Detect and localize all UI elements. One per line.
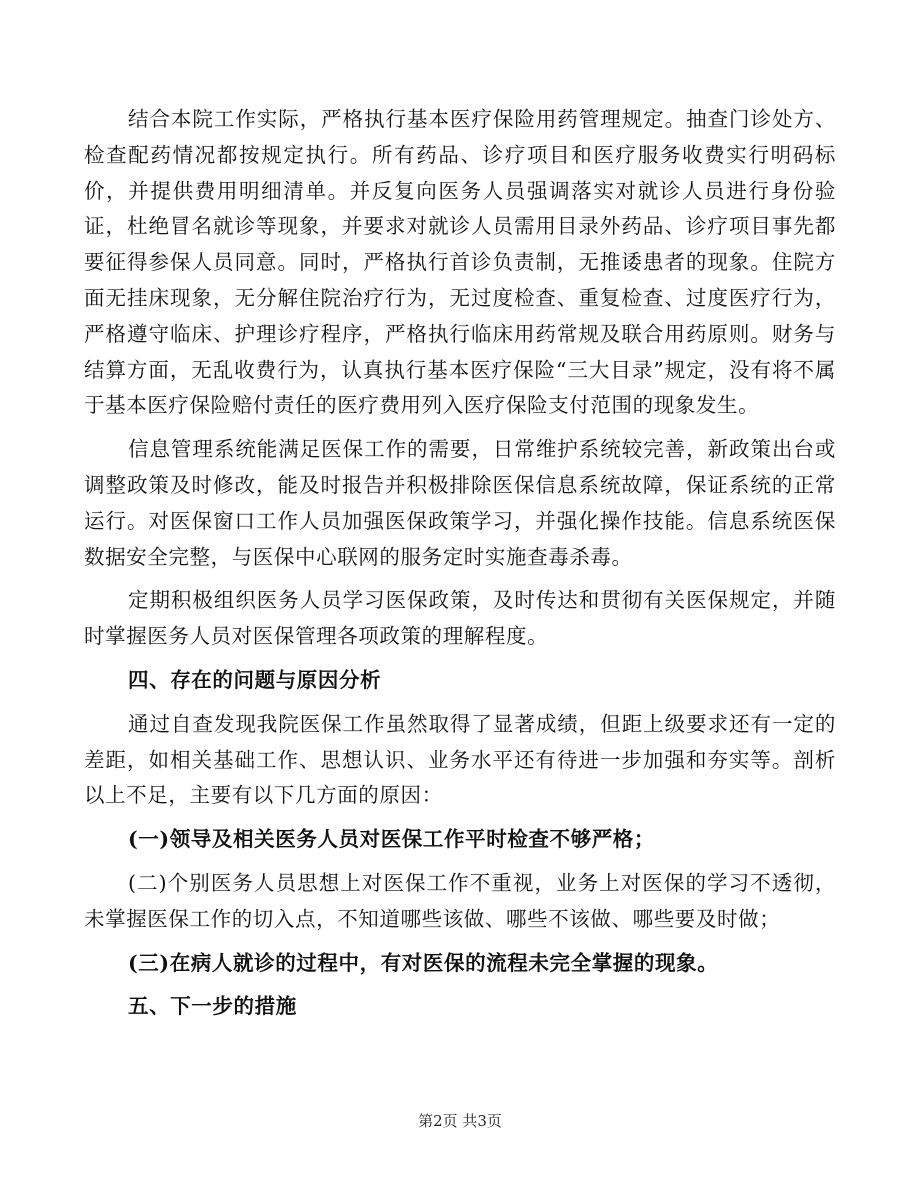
paragraph-self-inspection: 通过自查发现我院医保工作虽然取得了显著成绩，但距上级要求还有一定的差距，如相关基础工作、思想认识、业务水平还有待进一步加强和夯实等。剖析以上不足，主要有以下几方面的原因： <box>84 711 836 808</box>
list-item-cause-2: (二)个别医务人员思想上对医保工作不重视，业务上对医保的学习不透彻，未掌握医保工作的切入点，不知道哪些该做、哪些不该做、哪些要及时做； <box>84 870 836 931</box>
section-heading-next-steps: 五、下一步的措施 <box>128 994 297 1019</box>
paragraph-medication-management: 结合本院工作实际，严格执行基本医疗保险用药管理规定。抽查门诊处方、检查配药情况都按规定执行。所有药品、诊疗项目和医疗服务收费实行明码标价，并提供费用明细清单。并反复向医务人员强调落实对就诊人员进行身份验证，杜绝冒名就诊等现象，并要求对就诊人员需用目录外药品、诊疗项目事先都要征得参保人员同意。同时，严格执行首诊负责制，无推诿患者的现象。住院方面无挂床现象，无分解住院治疗行为，无过度检查、重复检查、过度医疗行为，严格遵守临床、护理诊疗程序，严格执行临床用药常规及联合用药原则。财务与结算方面，无乱收费行为，认真执行基本医疗保险“三大目录”规定，没有将不属于基本医疗保险赔付责任的医疗费用列入医疗保险支付范围的现象发生。 <box>84 107 836 418</box>
page-number: 第2页 共3页 <box>418 1112 502 1130</box>
document-body <box>84 102 836 1025</box>
paragraph-information-system: 信息管理系统能满足医保工作的需要，日常维护系统较完善，新政策出台或调整政策及时修改，能及时报告并积极排除医保信息系统故障，保证系统的正常运行。对医保窗口工作人员加强医保政策学习，并强化操作技能。信息系统医保数据安全完整，与医保中心联网的服务定时实施查毒杀毒。 <box>84 437 836 569</box>
list-item-cause-1: (一)领导及相关医务人员对医保工作平时检查不够严格； <box>128 827 655 852</box>
section-heading-problems: 四、存在的问题与原因分析 <box>128 667 382 692</box>
paragraph-policy-training: 定期积极组织医务人员学习医保政策，及时传达和贯彻有关医保规定，并随时掌握医务人员对医保管理各项政策的理解程度。 <box>84 588 836 649</box>
list-item-cause-3: (三)在病人就诊的过程中，有对医保的流程未完全掌握的现象。 <box>128 950 719 975</box>
